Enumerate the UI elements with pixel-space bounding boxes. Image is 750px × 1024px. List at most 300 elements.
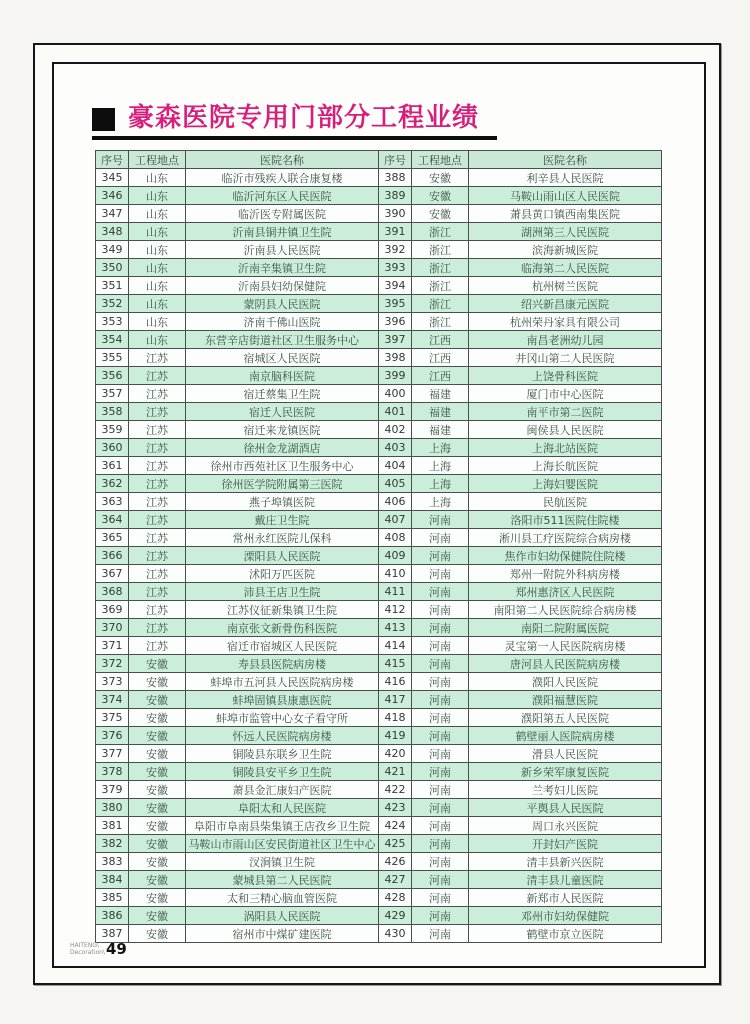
table-row — [96, 799, 662, 817]
hospital-name-cell: 寿县县医院病房楼 — [186, 655, 379, 673]
location-cell: 河南 — [412, 781, 469, 799]
location-cell: 河南 — [412, 745, 469, 763]
location-cell: 江苏 — [129, 565, 186, 583]
location-cell: 河南 — [412, 709, 469, 727]
location-cell: 安徽 — [129, 907, 186, 925]
hospital-name-cell: 濮阳福慧医院 — [469, 691, 662, 709]
row-number-cell: 399 — [379, 367, 412, 385]
row-number-cell: 378 — [96, 763, 129, 781]
hospital-name-cell: 周口永兴医院 — [469, 817, 662, 835]
hospital-name-cell: 沂南县人民医院 — [186, 241, 379, 259]
location-cell: 江西 — [412, 367, 469, 385]
location-cell: 山东 — [129, 241, 186, 259]
location-cell: 安徽 — [129, 835, 186, 853]
table-row — [96, 673, 662, 691]
hospital-name-cell: 徐州医学院附属第三医院 — [186, 475, 379, 493]
table-row — [96, 655, 662, 673]
location-cell: 河南 — [412, 673, 469, 691]
row-number-cell: 366 — [96, 547, 129, 565]
hospital-name-cell: 鹤壁市京立医院 — [469, 925, 662, 943]
hospital-name-cell: 淅川县工疗医院综合病房楼 — [469, 529, 662, 547]
table-row — [96, 313, 662, 331]
row-number-cell: 374 — [96, 691, 129, 709]
hospital-name-cell: 马鞍山市雨山区安民街道社区卫生中心 — [186, 835, 379, 853]
row-number-cell: 422 — [379, 781, 412, 799]
location-cell: 上海 — [412, 439, 469, 457]
hospital-name-cell: 萧县黄口镇西南集医院 — [469, 205, 662, 223]
row-number-cell: 386 — [96, 907, 129, 925]
row-number-cell: 424 — [379, 817, 412, 835]
footer-brand-line1: HAITENG\ — [70, 942, 100, 949]
row-number-cell: 373 — [96, 673, 129, 691]
hospital-name-cell: 濮阳人民医院 — [469, 673, 662, 691]
row-number-cell: 428 — [379, 889, 412, 907]
location-cell: 浙江 — [412, 277, 469, 295]
hospital-name-cell: 沛县王店卫生院 — [186, 583, 379, 601]
table-row — [96, 781, 662, 799]
hospital-name-cell: 宿迁蔡集卫生院 — [186, 385, 379, 403]
location-cell: 江苏 — [129, 421, 186, 439]
row-number-cell: 379 — [96, 781, 129, 799]
table-row — [96, 565, 662, 583]
row-number-cell: 412 — [379, 601, 412, 619]
row-number-cell: 404 — [379, 457, 412, 475]
hospital-name-cell: 滑县人民医院 — [469, 745, 662, 763]
row-number-cell: 402 — [379, 421, 412, 439]
table-row — [96, 817, 662, 835]
location-cell: 江苏 — [129, 601, 186, 619]
hospital-name-cell: 马鞍山雨山区人民医院 — [469, 187, 662, 205]
table-row — [96, 853, 662, 871]
row-number-cell: 365 — [96, 529, 129, 547]
hospital-name-cell: 涡阳县人民医院 — [186, 907, 379, 925]
row-number-cell: 413 — [379, 619, 412, 637]
hospital-name-cell: 南阳第二人民医院综合病房楼 — [469, 601, 662, 619]
table-row — [96, 529, 662, 547]
hospital-name-cell: 井冈山第二人民医院 — [469, 349, 662, 367]
row-number-cell: 377 — [96, 745, 129, 763]
location-cell: 山东 — [129, 331, 186, 349]
row-number-cell: 411 — [379, 583, 412, 601]
row-number-cell: 394 — [379, 277, 412, 295]
table-row — [96, 691, 662, 709]
location-cell: 安徽 — [129, 655, 186, 673]
location-cell: 安徽 — [412, 205, 469, 223]
row-number-cell: 358 — [96, 403, 129, 421]
row-number-cell: 349 — [96, 241, 129, 259]
hospital-name-cell: 临沂市残疾人联合康复楼 — [186, 169, 379, 187]
hospital-name-cell: 上饶骨科医院 — [469, 367, 662, 385]
location-cell: 上海 — [412, 475, 469, 493]
hospital-name-cell: 新乡荣军康复医院 — [469, 763, 662, 781]
hospital-name-cell: 沭阳万匹医院 — [186, 565, 379, 583]
location-cell: 江苏 — [129, 439, 186, 457]
location-cell: 河南 — [412, 853, 469, 871]
hospital-name-cell: 临沂河东区人民医院 — [186, 187, 379, 205]
row-number-cell: 382 — [96, 835, 129, 853]
hospital-name-cell: 厦门市中心医院 — [469, 385, 662, 403]
location-cell: 河南 — [412, 835, 469, 853]
hospital-name-cell: 江苏仪征新集镇卫生院 — [186, 601, 379, 619]
row-number-cell: 345 — [96, 169, 129, 187]
location-cell: 江苏 — [129, 403, 186, 421]
table-header-row — [96, 151, 662, 169]
hospital-name-cell: 沂南辛集镇卫生院 — [186, 259, 379, 277]
location-cell: 安徽 — [129, 691, 186, 709]
header-hospital-left: 医院名称 — [186, 151, 379, 169]
row-number-cell: 376 — [96, 727, 129, 745]
location-cell: 安徽 — [129, 709, 186, 727]
hospital-name-cell: 新郑市人民医院 — [469, 889, 662, 907]
hospital-name-cell: 利辛县人民医院 — [469, 169, 662, 187]
row-number-cell: 405 — [379, 475, 412, 493]
table-row — [96, 583, 662, 601]
hospital-name-cell: 济南千佛山医院 — [186, 313, 379, 331]
location-cell: 江苏 — [129, 475, 186, 493]
row-number-cell: 425 — [379, 835, 412, 853]
row-number-cell: 391 — [379, 223, 412, 241]
location-cell: 安徽 — [412, 169, 469, 187]
hospital-name-cell: 上海长航医院 — [469, 457, 662, 475]
row-number-cell: 398 — [379, 349, 412, 367]
row-number-cell: 409 — [379, 547, 412, 565]
hospital-name-cell: 徐州市西苑社区卫生服务中心 — [186, 457, 379, 475]
hospital-name-cell: 燕子埠镇医院 — [186, 493, 379, 511]
row-number-cell: 407 — [379, 511, 412, 529]
location-cell: 山东 — [129, 295, 186, 313]
row-number-cell: 410 — [379, 565, 412, 583]
hospital-name-cell: 唐河县人民医院病房楼 — [469, 655, 662, 673]
row-number-cell: 408 — [379, 529, 412, 547]
location-cell: 上海 — [412, 457, 469, 475]
location-cell: 河南 — [412, 889, 469, 907]
location-cell: 浙江 — [412, 313, 469, 331]
location-cell: 江苏 — [129, 547, 186, 565]
header-location-right: 工程地点 — [412, 151, 469, 169]
hospital-name-cell: 阜阳太和人民医院 — [186, 799, 379, 817]
row-number-cell: 348 — [96, 223, 129, 241]
location-cell: 山东 — [129, 259, 186, 277]
row-number-cell: 383 — [96, 853, 129, 871]
row-number-cell: 396 — [379, 313, 412, 331]
row-number-cell: 423 — [379, 799, 412, 817]
row-number-cell: 421 — [379, 763, 412, 781]
table-row — [96, 439, 662, 457]
location-cell: 江西 — [412, 349, 469, 367]
location-cell: 河南 — [412, 655, 469, 673]
hospital-name-cell: 萧县金汇康妇产医院 — [186, 781, 379, 799]
row-number-cell: 381 — [96, 817, 129, 835]
location-cell: 河南 — [412, 637, 469, 655]
table-row — [96, 925, 662, 943]
location-cell: 上海 — [412, 493, 469, 511]
header-serial-left: 序号 — [96, 151, 129, 169]
table-row — [96, 421, 662, 439]
location-cell: 安徽 — [129, 925, 186, 943]
hospital-name-cell: 郑州惠济区人民医院 — [469, 583, 662, 601]
hospital-name-cell: 灵宝第一人民医院病房楼 — [469, 637, 662, 655]
location-cell: 安徽 — [129, 745, 186, 763]
table-row — [96, 295, 662, 313]
location-cell: 山东 — [129, 205, 186, 223]
table-row — [96, 385, 662, 403]
hospital-name-cell: 宿迁市宿城区人民医院 — [186, 637, 379, 655]
hospital-name-cell: 东营辛店街道社区卫生服务中心 — [186, 331, 379, 349]
row-number-cell: 370 — [96, 619, 129, 637]
location-cell: 福建 — [412, 421, 469, 439]
location-cell: 河南 — [412, 727, 469, 745]
location-cell: 江苏 — [129, 493, 186, 511]
location-cell: 安徽 — [129, 673, 186, 691]
table-row — [96, 835, 662, 853]
table-row — [96, 727, 662, 745]
row-number-cell: 364 — [96, 511, 129, 529]
row-number-cell: 360 — [96, 439, 129, 457]
row-number-cell: 387 — [96, 925, 129, 943]
row-number-cell: 346 — [96, 187, 129, 205]
row-number-cell: 417 — [379, 691, 412, 709]
hospital-name-cell: 闽侯县人民医院 — [469, 421, 662, 439]
location-cell: 山东 — [129, 169, 186, 187]
hospital-name-cell: 鹤壁丽人医院病房楼 — [469, 727, 662, 745]
row-number-cell: 356 — [96, 367, 129, 385]
hospital-name-cell: 南京脑科医院 — [186, 367, 379, 385]
location-cell: 安徽 — [129, 889, 186, 907]
location-cell: 安徽 — [129, 781, 186, 799]
row-number-cell: 426 — [379, 853, 412, 871]
row-number-cell: 389 — [379, 187, 412, 205]
row-number-cell: 403 — [379, 439, 412, 457]
row-number-cell: 401 — [379, 403, 412, 421]
header-serial-right: 序号 — [379, 151, 412, 169]
location-cell: 安徽 — [129, 763, 186, 781]
row-number-cell: 397 — [379, 331, 412, 349]
hospital-name-cell: 徐州金龙湖酒店 — [186, 439, 379, 457]
row-number-cell: 420 — [379, 745, 412, 763]
row-number-cell: 372 — [96, 655, 129, 673]
row-number-cell: 415 — [379, 655, 412, 673]
location-cell: 江苏 — [129, 349, 186, 367]
hospital-name-cell: 蚌埠市五河县人民医院病房楼 — [186, 673, 379, 691]
row-number-cell: 363 — [96, 493, 129, 511]
title-bullet-square-icon — [92, 108, 115, 131]
table-row — [96, 205, 662, 223]
hospital-name-cell: 上海北站医院 — [469, 439, 662, 457]
row-number-cell: 367 — [96, 565, 129, 583]
table-row — [96, 871, 662, 889]
row-number-cell: 430 — [379, 925, 412, 943]
hospital-name-cell: 南阳二院附属医院 — [469, 619, 662, 637]
hospital-name-cell: 上海妇婴医院 — [469, 475, 662, 493]
hospital-name-cell: 洛阳市511医院住院楼 — [469, 511, 662, 529]
location-cell: 江苏 — [129, 367, 186, 385]
row-number-cell: 395 — [379, 295, 412, 313]
row-number-cell: 350 — [96, 259, 129, 277]
hospital-name-cell: 沂南县妇幼保健院 — [186, 277, 379, 295]
location-cell: 河南 — [412, 547, 469, 565]
location-cell: 安徽 — [129, 817, 186, 835]
hospital-name-cell: 湖洲第三人民医院 — [469, 223, 662, 241]
location-cell: 江苏 — [129, 529, 186, 547]
location-cell: 河南 — [412, 583, 469, 601]
location-cell: 浙江 — [412, 259, 469, 277]
row-number-cell: 392 — [379, 241, 412, 259]
hospital-name-cell: 宿城区人民医院 — [186, 349, 379, 367]
location-cell: 江西 — [412, 331, 469, 349]
hospital-name-cell: 南昌老洲幼儿园 — [469, 331, 662, 349]
row-number-cell: 371 — [96, 637, 129, 655]
hospital-name-cell: 开封妇产医院 — [469, 835, 662, 853]
table-row — [96, 187, 662, 205]
inner-border-frame — [52, 62, 706, 968]
row-number-cell: 375 — [96, 709, 129, 727]
table-row — [96, 241, 662, 259]
table-row — [96, 277, 662, 295]
footer-brand-line2: Decoration\ — [70, 949, 105, 956]
page-title: 豪森医院专用门部分工程业绩 — [128, 103, 480, 133]
row-number-cell: 351 — [96, 277, 129, 295]
hospital-name-cell: 民航医院 — [469, 493, 662, 511]
row-number-cell: 414 — [379, 637, 412, 655]
row-number-cell: 347 — [96, 205, 129, 223]
table-row — [96, 367, 662, 385]
location-cell: 浙江 — [412, 295, 469, 313]
location-cell: 山东 — [129, 277, 186, 295]
row-number-cell: 400 — [379, 385, 412, 403]
table-row — [96, 547, 662, 565]
table-row — [96, 619, 662, 637]
hospital-name-cell: 蒙阴县人民医院 — [186, 295, 379, 313]
location-cell: 安徽 — [129, 853, 186, 871]
location-cell: 河南 — [412, 529, 469, 547]
location-cell: 河南 — [412, 871, 469, 889]
footer-brand — [70, 942, 105, 956]
location-cell: 河南 — [412, 799, 469, 817]
location-cell: 山东 — [129, 187, 186, 205]
hospital-name-cell: 清丰县新兴医院 — [469, 853, 662, 871]
hospital-name-cell: 铜陵县东联乡卫生院 — [186, 745, 379, 763]
row-number-cell: 384 — [96, 871, 129, 889]
row-number-cell: 388 — [379, 169, 412, 187]
location-cell: 福建 — [412, 403, 469, 421]
table-row — [96, 601, 662, 619]
row-number-cell: 354 — [96, 331, 129, 349]
location-cell: 浙江 — [412, 241, 469, 259]
location-cell: 山东 — [129, 313, 186, 331]
row-number-cell: 369 — [96, 601, 129, 619]
hospital-name-cell: 郑州一附院外科病房楼 — [469, 565, 662, 583]
table-row — [96, 349, 662, 367]
row-number-cell: 418 — [379, 709, 412, 727]
row-number-cell: 355 — [96, 349, 129, 367]
row-number-cell: 353 — [96, 313, 129, 331]
table-row — [96, 907, 662, 925]
table-row — [96, 223, 662, 241]
table-row — [96, 457, 662, 475]
location-cell: 河南 — [412, 691, 469, 709]
row-number-cell: 390 — [379, 205, 412, 223]
row-number-cell: 427 — [379, 871, 412, 889]
table-row — [96, 475, 662, 493]
hospital-name-cell: 铜陵县安平乡卫生院 — [186, 763, 379, 781]
hospital-name-cell: 平舆县人民医院 — [469, 799, 662, 817]
table-row — [96, 511, 662, 529]
header-hospital-right: 医院名称 — [469, 151, 662, 169]
hospital-name-cell: 南平市第二医院 — [469, 403, 662, 421]
hospital-name-cell: 宿迁人民医院 — [186, 403, 379, 421]
row-number-cell: 419 — [379, 727, 412, 745]
location-cell: 安徽 — [129, 799, 186, 817]
row-number-cell: 362 — [96, 475, 129, 493]
hospital-name-cell: 溧阳县人民医院 — [186, 547, 379, 565]
location-cell: 河南 — [412, 925, 469, 943]
location-cell: 安徽 — [412, 187, 469, 205]
row-number-cell: 359 — [96, 421, 129, 439]
hospital-name-cell: 沂南县铜井镇卫生院 — [186, 223, 379, 241]
hospital-name-cell: 戴庄卫生院 — [186, 511, 379, 529]
page-number: 49 — [105, 940, 127, 958]
hospital-name-cell: 汊涧镇卫生院 — [186, 853, 379, 871]
hospital-name-cell: 太和三精心脑血管医院 — [186, 889, 379, 907]
table-row — [96, 493, 662, 511]
row-number-cell: 368 — [96, 583, 129, 601]
table-row — [96, 763, 662, 781]
hospital-name-cell: 南京张文新骨伤科医院 — [186, 619, 379, 637]
header-location-left: 工程地点 — [129, 151, 186, 169]
location-cell: 浙江 — [412, 223, 469, 241]
hospital-name-cell: 杭州树兰医院 — [469, 277, 662, 295]
hospital-name-cell: 焦作市妇幼保健院住院楼 — [469, 547, 662, 565]
hospital-name-cell: 阜阳市阜南县柴集镇王店孜乡卫生院 — [186, 817, 379, 835]
hospital-name-cell: 濮阳第五人民医院 — [469, 709, 662, 727]
hospital-name-cell: 临海第二人民医院 — [469, 259, 662, 277]
location-cell: 江苏 — [129, 619, 186, 637]
location-cell: 江苏 — [129, 385, 186, 403]
location-cell: 山东 — [129, 223, 186, 241]
row-number-cell: 352 — [96, 295, 129, 313]
title-block — [92, 104, 497, 140]
location-cell: 安徽 — [129, 727, 186, 745]
location-cell: 江苏 — [129, 511, 186, 529]
location-cell: 河南 — [412, 601, 469, 619]
row-number-cell: 406 — [379, 493, 412, 511]
hospital-name-cell: 绍兴新昌康元医院 — [469, 295, 662, 313]
row-number-cell: 393 — [379, 259, 412, 277]
hospital-name-cell: 清丰县儿童医院 — [469, 871, 662, 889]
hospital-name-cell: 宿迁来龙镇医院 — [186, 421, 379, 439]
hospital-name-cell: 兰考妇儿医院 — [469, 781, 662, 799]
location-cell: 河南 — [412, 619, 469, 637]
table-row — [96, 331, 662, 349]
hospital-name-cell: 临沂医专附属医院 — [186, 205, 379, 223]
location-cell: 河南 — [412, 511, 469, 529]
location-cell: 江苏 — [129, 457, 186, 475]
table-row — [96, 709, 662, 727]
table-row — [96, 403, 662, 421]
table-row — [96, 745, 662, 763]
hospital-name-cell: 滨海新城医院 — [469, 241, 662, 259]
performance-table — [95, 150, 662, 943]
row-number-cell: 380 — [96, 799, 129, 817]
hospital-name-cell: 蚌埠市监管中心女子看守所 — [186, 709, 379, 727]
table-row — [96, 259, 662, 277]
hospital-name-cell: 怀远人民医院病房楼 — [186, 727, 379, 745]
hospital-name-cell: 蒙城县第二人民医院 — [186, 871, 379, 889]
hospital-name-cell: 常州永红医院儿保科 — [186, 529, 379, 547]
page-footer — [70, 942, 127, 956]
location-cell: 江苏 — [129, 637, 186, 655]
location-cell: 河南 — [412, 763, 469, 781]
